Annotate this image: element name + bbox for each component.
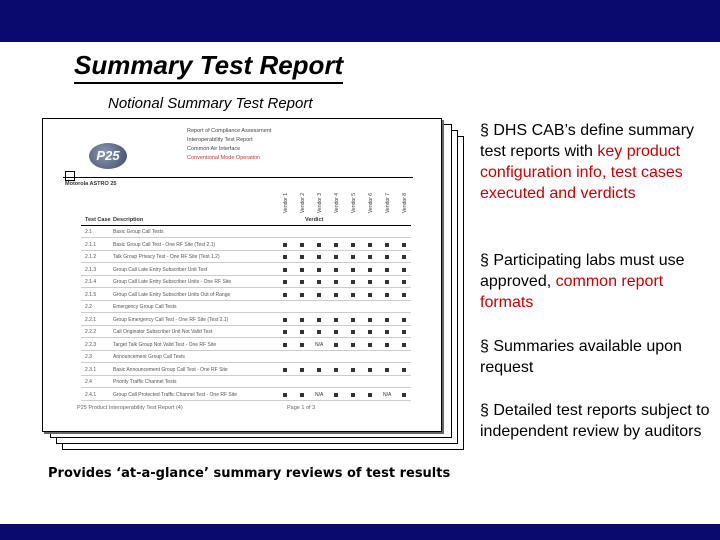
verdict-mark [283,280,287,284]
verdict-mark [317,293,321,297]
table-header-test-case: Test Case [85,217,111,223]
verdict-mark [334,255,338,259]
column-header: Vendor 2 [300,192,306,213]
verdict-mark [368,243,372,247]
product-label: Motorola ASTRO 25 [65,181,117,187]
verdict-mark [402,368,406,372]
slide-title: Summary Test Report [74,50,343,84]
test-case-id: 2.1.1 [85,241,97,248]
test-case-description: Basic Announcement Group Call Test - One RF Site [113,366,228,373]
verdict-mark [300,280,304,284]
bullet-item [480,400,710,442]
footer-bar [0,524,720,540]
verdict-mark [334,280,338,284]
bullet-item [480,250,710,313]
verdict-mark [402,293,406,297]
test-case-id: 2.1.4 [85,279,97,285]
verdict-mark [300,330,304,334]
verdict-mark [402,280,406,284]
verdict-mark [317,280,321,284]
verdict-na: N/A [315,341,324,348]
test-case-id: 2.2.3 [85,341,97,348]
table-header-description: Description [113,217,144,223]
verdict-mark [300,293,304,297]
header-bar [0,0,720,44]
verdict-mark [334,343,338,347]
verdict-mark [300,393,304,397]
bullet-highlight: key product configuration info, test cases executed and verdicts [480,143,683,202]
verdict-mark [334,293,338,297]
verdict-mark [385,280,389,284]
column-header: Vendor 1 [283,192,289,213]
bullet-item [480,120,710,204]
bullet-marker: § [480,252,489,269]
verdict-mark [368,255,372,259]
column-header: Vendor 8 [402,192,408,213]
verdict-mark [385,343,389,347]
verdict-mark [300,243,304,247]
test-case-description: Basic Group Call Tests [113,229,164,235]
verdict-mark [300,255,304,259]
table-row [81,315,411,326]
document-page-number: Page 1 of 3 [287,405,316,411]
column-header: Vendor 5 [351,192,357,213]
table-row [81,302,411,313]
verdict-mark [334,330,338,334]
verdict-mark [283,343,287,347]
verdict-mark [351,255,355,259]
table-row [81,265,411,276]
verdict-mark [283,255,287,259]
column-header: Vendor 6 [368,192,374,213]
test-case-description: Talk Group Privacy Test - One RF Site (Test 1.2) [113,254,220,260]
verdict-mark [283,243,287,247]
verdict-na: N/A [383,391,392,398]
test-case-id: 2.1 [85,229,92,235]
verdict-mark [317,268,321,272]
bullet-text: Summaries available upon request [480,338,682,376]
test-case-description: Priority Traffic Channel Tests [113,379,177,385]
test-case-id: 2.3.1 [85,366,97,373]
verdict-mark [385,368,389,372]
bullet-text: Detailed test reports subject to independent review by auditors [480,402,710,440]
verdict-mark [283,330,287,334]
verdict-mark [368,268,372,272]
p25-logo: P25 [89,143,127,169]
verdict-mark [334,318,338,322]
test-case-description: Target Talk Group Not Valid Test - One RF Site [113,341,217,348]
verdict-mark [334,268,338,272]
verdict-mark [351,330,355,334]
test-case-id: 2.1.5 [85,291,97,298]
test-case-description: Group Call Late Entry Subscriber Unit Test [113,266,208,273]
test-case-description: Basic Group Call Test - One RF Site (Test 2.1) [113,241,216,248]
table-header-verdict: Verdict [305,217,324,223]
table-header [81,217,411,226]
verdict-mark [385,330,389,334]
document-header [187,127,271,163]
column-header: Vendor 7 [385,192,391,213]
verdict-mark [351,393,355,397]
bullet-item [480,336,710,378]
verdict-mark [368,330,372,334]
table-row [81,277,411,288]
verdict-mark [283,368,287,372]
bullet-marker: § [480,338,489,355]
divider [63,177,413,178]
table-row [81,327,411,338]
bullet-marker: § [480,122,489,139]
verdict-mark [283,318,287,322]
test-case-description: Emergency Group Call Tests [113,304,177,310]
document-header-line: Interoperability Test Report [187,137,253,143]
table-row [81,365,411,376]
slide-subtitle: Notional Summary Test Report [108,95,313,112]
bullet-text: DHS CAB’s define summary test reports with [480,122,695,160]
verdict-mark [385,255,389,259]
column-header: Vendor 3 [317,192,323,213]
document-footer: P25 Product Interoperability Test Report (4) [77,405,183,411]
verdict-mark [368,293,372,297]
test-case-id: 2.4.1 [85,391,97,398]
verdict-mark [368,393,372,397]
verdict-mark [300,368,304,372]
verdict-mark [300,343,304,347]
verdict-mark [351,280,355,284]
verdict-mark [317,330,321,334]
verdict-mark [368,343,372,347]
verdict-mark [402,243,406,247]
verdict-mark [317,243,321,247]
test-case-id: 2.2 [85,304,92,310]
test-case-id: 2.1.2 [85,254,97,260]
test-case-description: Group Call Protected Traffic Channel Test - One RF Site [113,391,238,398]
verdict-mark [368,368,372,372]
verdict-mark [385,318,389,322]
table-row [81,340,411,351]
test-case-id: 2.2.2 [85,329,97,335]
verdict-mark [402,343,406,347]
verdict-mark [300,268,304,272]
test-case-id: 2.1.3 [85,266,97,273]
verdict-mark [317,368,321,372]
table-row [81,227,411,238]
verdict-mark [385,293,389,297]
verdict-mark [334,393,338,397]
test-case-id: 2.3 [85,354,92,360]
test-case-description: Group Call Late Entry Subscriber Units Out of Range [113,291,231,298]
verdict-mark [283,268,287,272]
verdict-mark [351,368,355,372]
verdict-mark [385,243,389,247]
document-header-line: Conventional Mode Operation [187,155,261,161]
table-row [81,252,411,263]
verdict-mark [402,318,406,322]
verdict-mark [351,243,355,247]
table-row [81,290,411,301]
bullet-highlight: common report formats [480,273,664,311]
verdict-mark [402,255,406,259]
verdict-mark [351,343,355,347]
column-header: Vendor 4 [334,192,340,213]
verdict-mark [351,318,355,322]
verdict-mark [351,268,355,272]
table-row [81,377,411,388]
document-page-front [42,118,442,432]
verdict-mark [402,330,406,334]
test-case-id: 2.2.1 [85,316,97,323]
test-case-description: Announcement Group Call Tests [113,354,185,360]
verdict-mark [385,268,389,272]
verdict-mark [334,368,338,372]
document-header-line: Common Air Interface [187,146,241,152]
verdict-mark [317,255,321,259]
verdict-mark [283,393,287,397]
table-row [81,352,411,363]
verdict-mark [368,280,372,284]
test-case-description: Group Call Late Entry Subscriber Units - One RF Site [113,279,232,285]
caption: Provides ‘at-a-glance’ summary reviews of test results [48,466,451,481]
verdict-mark [334,243,338,247]
verdict-mark [300,318,304,322]
document-header-line: Report of Compliance Assessment [187,128,272,134]
bullet-text: Participating labs must use approved, [480,252,685,290]
checkbox-icon [65,171,75,181]
verdict-mark [283,293,287,297]
table-row [81,390,411,401]
test-case-description: Call Originator Subscriber Unit Not Valid Test [113,329,213,335]
verdict-mark [368,318,372,322]
verdict-mark [351,293,355,297]
verdict-mark [317,318,321,322]
verdict-mark [402,393,406,397]
test-case-id: 2.4 [85,379,92,385]
table-row [81,240,411,251]
verdict-na: N/A [315,391,324,398]
test-case-description: Group Emergency Call Test - One RF Site (Test 2.1) [113,316,229,323]
bullet-marker: § [480,402,489,419]
verdict-mark [402,268,406,272]
